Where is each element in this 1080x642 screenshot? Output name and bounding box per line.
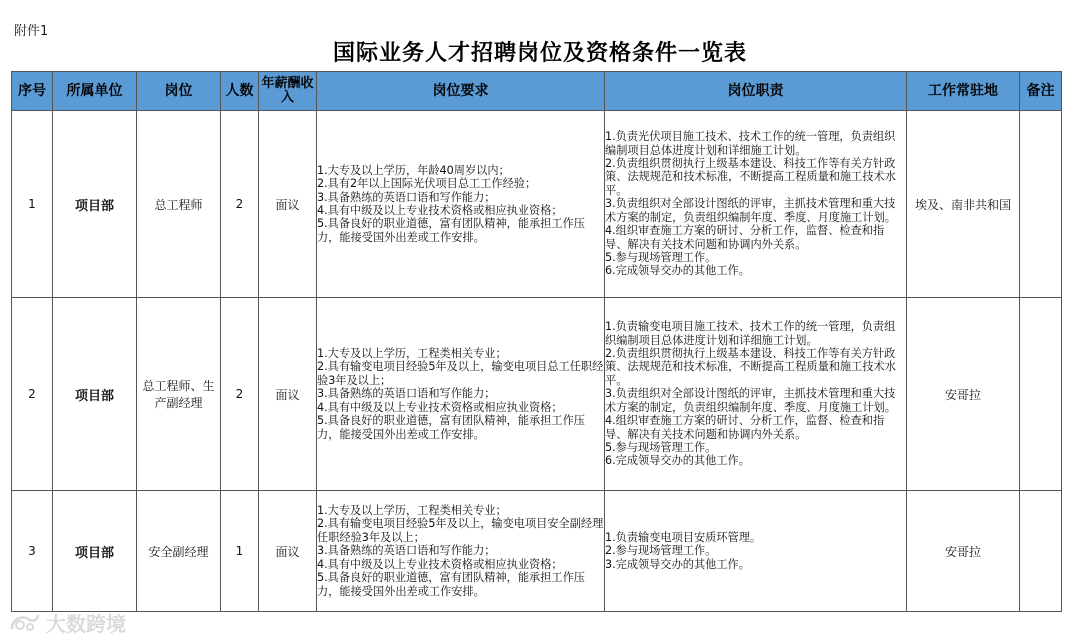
duty-item: 4.组织审查施工方案的研讨、分析工作，监督、检查和指导、解决有关技术问题和协调内外关系。 <box>605 224 885 251</box>
watermark <box>8 608 126 637</box>
header-duties: 岗位职责 <box>605 72 907 111</box>
duty-item: 2.参与现场管理工作。 <box>605 544 717 558</box>
page-title: 国际业务人才招聘岗位及资格条件一览表 <box>332 40 747 66</box>
row-salary: 面议 <box>259 298 317 491</box>
requirement-item: 2.具有输变电项目经验5年及以上，输变电项目安全副经理任职经验3年及以上； <box>317 517 604 544</box>
header-location: 工作常驻地 <box>907 72 1020 111</box>
row-count: 1 <box>221 491 259 612</box>
duty-item: 5.参与现场管理工作。 <box>605 250 717 264</box>
row-requirements <box>317 298 605 491</box>
table-row <box>12 491 1062 612</box>
requirement-item: 5.具备良好的职业道德，富有团队精神，能承担工作压力，能接受国外出差或工作安排。 <box>317 217 585 244</box>
row-duties <box>605 111 907 298</box>
header-position: 岗位 <box>137 72 221 111</box>
header-count: 人数 <box>221 72 259 111</box>
row-count: 2 <box>221 111 259 298</box>
row-salary: 面议 <box>259 491 317 612</box>
duty-item: 1.负责输变电项目施工技术、技术工作的统一管理，负责组织编制项目总体进度计划和详细施工计划。 <box>605 320 896 347</box>
requirement-item: 1.大专及以上学历，工程类相关专业； <box>317 504 507 518</box>
requirement-item: 2.具有输变电项目经验5年及以上，输变电项目总工任职经验3年及以上； <box>317 360 604 387</box>
row-position: 总工程师、生产副经理 <box>137 298 221 491</box>
requirement-item: 1.大专及以上学历，工程类相关专业； <box>317 347 507 361</box>
requirement-item: 4.具有中级及以上专业技术资格或相应执业资格； <box>317 204 563 217</box>
header-notes: 备注 <box>1020 72 1062 111</box>
row-salary: 面议 <box>259 111 317 298</box>
header-row <box>12 72 1062 111</box>
row-duties <box>605 298 907 491</box>
requirement-item: 4.具有中级及以上专业技术资格或相应执业资格； <box>317 557 563 571</box>
attachment-label: 附件1 <box>14 24 49 39</box>
logo-icon <box>8 611 42 635</box>
row-location: 安哥拉 <box>907 298 1020 491</box>
duty-item: 3.负责组织对全部设计图纸的评审，主抓技术管理和重大技术方案的制定，负责组织编制年度、季度、月度施工计划。 <box>605 197 896 224</box>
row-unit: 项目部 <box>53 491 137 612</box>
table-row <box>12 111 1062 298</box>
requirement-item: 3.具备熟练的英语口语和写作能力； <box>317 190 496 204</box>
row-unit: 项目部 <box>53 111 137 298</box>
duty-item: 2.负责组织贯彻执行上级基本建设、科技工作等有关方针政策、法规规范和技术标准，不断提高工程质量和施工技术水平。 <box>605 347 896 387</box>
duty-item: 4.组织审查施工方案的研讨、分析工作，监督、检查和指导、解决有关技术问题和协调内外关系。 <box>605 414 885 441</box>
duty-item: 3.完成领导交办的其他工作。 <box>605 557 750 571</box>
duty-item: 1.负责输变电项目安质环管理。 <box>605 530 762 544</box>
header-salary: 年薪酬收入 <box>259 72 317 111</box>
duty-item: 6.完成领导交办的其他工作。 <box>605 264 750 278</box>
duty-item: 1.负责光伏项目施工技术、技术工作的统一管理，负责组织编制项目总体进度计划和详细施工计划。 <box>605 130 896 157</box>
header-requirements: 岗位要求 <box>317 72 605 111</box>
row-index: 1 <box>12 111 53 298</box>
row-notes <box>1020 491 1062 612</box>
row-location: 埃及、南非共和国 <box>907 111 1020 298</box>
positions-table <box>11 71 1062 612</box>
row-requirements <box>317 491 605 612</box>
requirement-item: 2.具有2年以上国际光伏项目总工工作经验； <box>317 177 537 191</box>
duty-item: 5.参与现场管理工作。 <box>605 440 717 454</box>
requirement-item: 3.具备熟练的英语口语和写作能力； <box>317 544 496 558</box>
duty-item: 2.负责组织贯彻执行上级基本建设、科技工作等有关方针政策、法规规范和技术标准，不断提高工程质量和施工技术水平。 <box>605 157 896 197</box>
requirement-item: 5.具备良好的职业道德，富有团队精神，能承担工作压力，能接受国外出差或工作安排。 <box>317 414 585 441</box>
duty-item: 3.负责组织对全部设计图纸的评审，主抓技术管理和重大技术方案的制定，负责组织编制年度、季度、月度施工计划。 <box>605 387 896 414</box>
row-notes <box>1020 298 1062 491</box>
requirement-item: 5.具备良好的职业道德，富有团队精神，能承担工作压力，能接受国外出差或工作安排。 <box>317 571 585 598</box>
row-index: 2 <box>12 298 53 491</box>
row-position: 安全副经理 <box>137 491 221 612</box>
row-notes <box>1020 111 1062 298</box>
requirement-item: 1.大专及以上学历，年龄40周岁以内； <box>317 163 510 177</box>
table-row <box>12 298 1062 491</box>
header-unit: 所属单位 <box>53 72 137 111</box>
row-location: 安哥拉 <box>907 491 1020 612</box>
row-duties <box>605 491 907 612</box>
row-unit: 项目部 <box>53 298 137 491</box>
row-index: 3 <box>12 491 53 612</box>
row-count: 2 <box>221 298 259 491</box>
row-position: 总工程师 <box>137 111 221 298</box>
row-requirements <box>317 111 605 298</box>
header-index: 序号 <box>12 72 53 111</box>
watermark-text: 大数跨境 <box>46 612 126 636</box>
requirement-item: 3.具备熟练的英语口语和写作能力； <box>317 387 496 401</box>
requirement-item: 4.具有中级及以上专业技术资格或相应执业资格； <box>317 400 563 414</box>
duty-item: 6.完成领导交办的其他工作。 <box>605 454 750 468</box>
